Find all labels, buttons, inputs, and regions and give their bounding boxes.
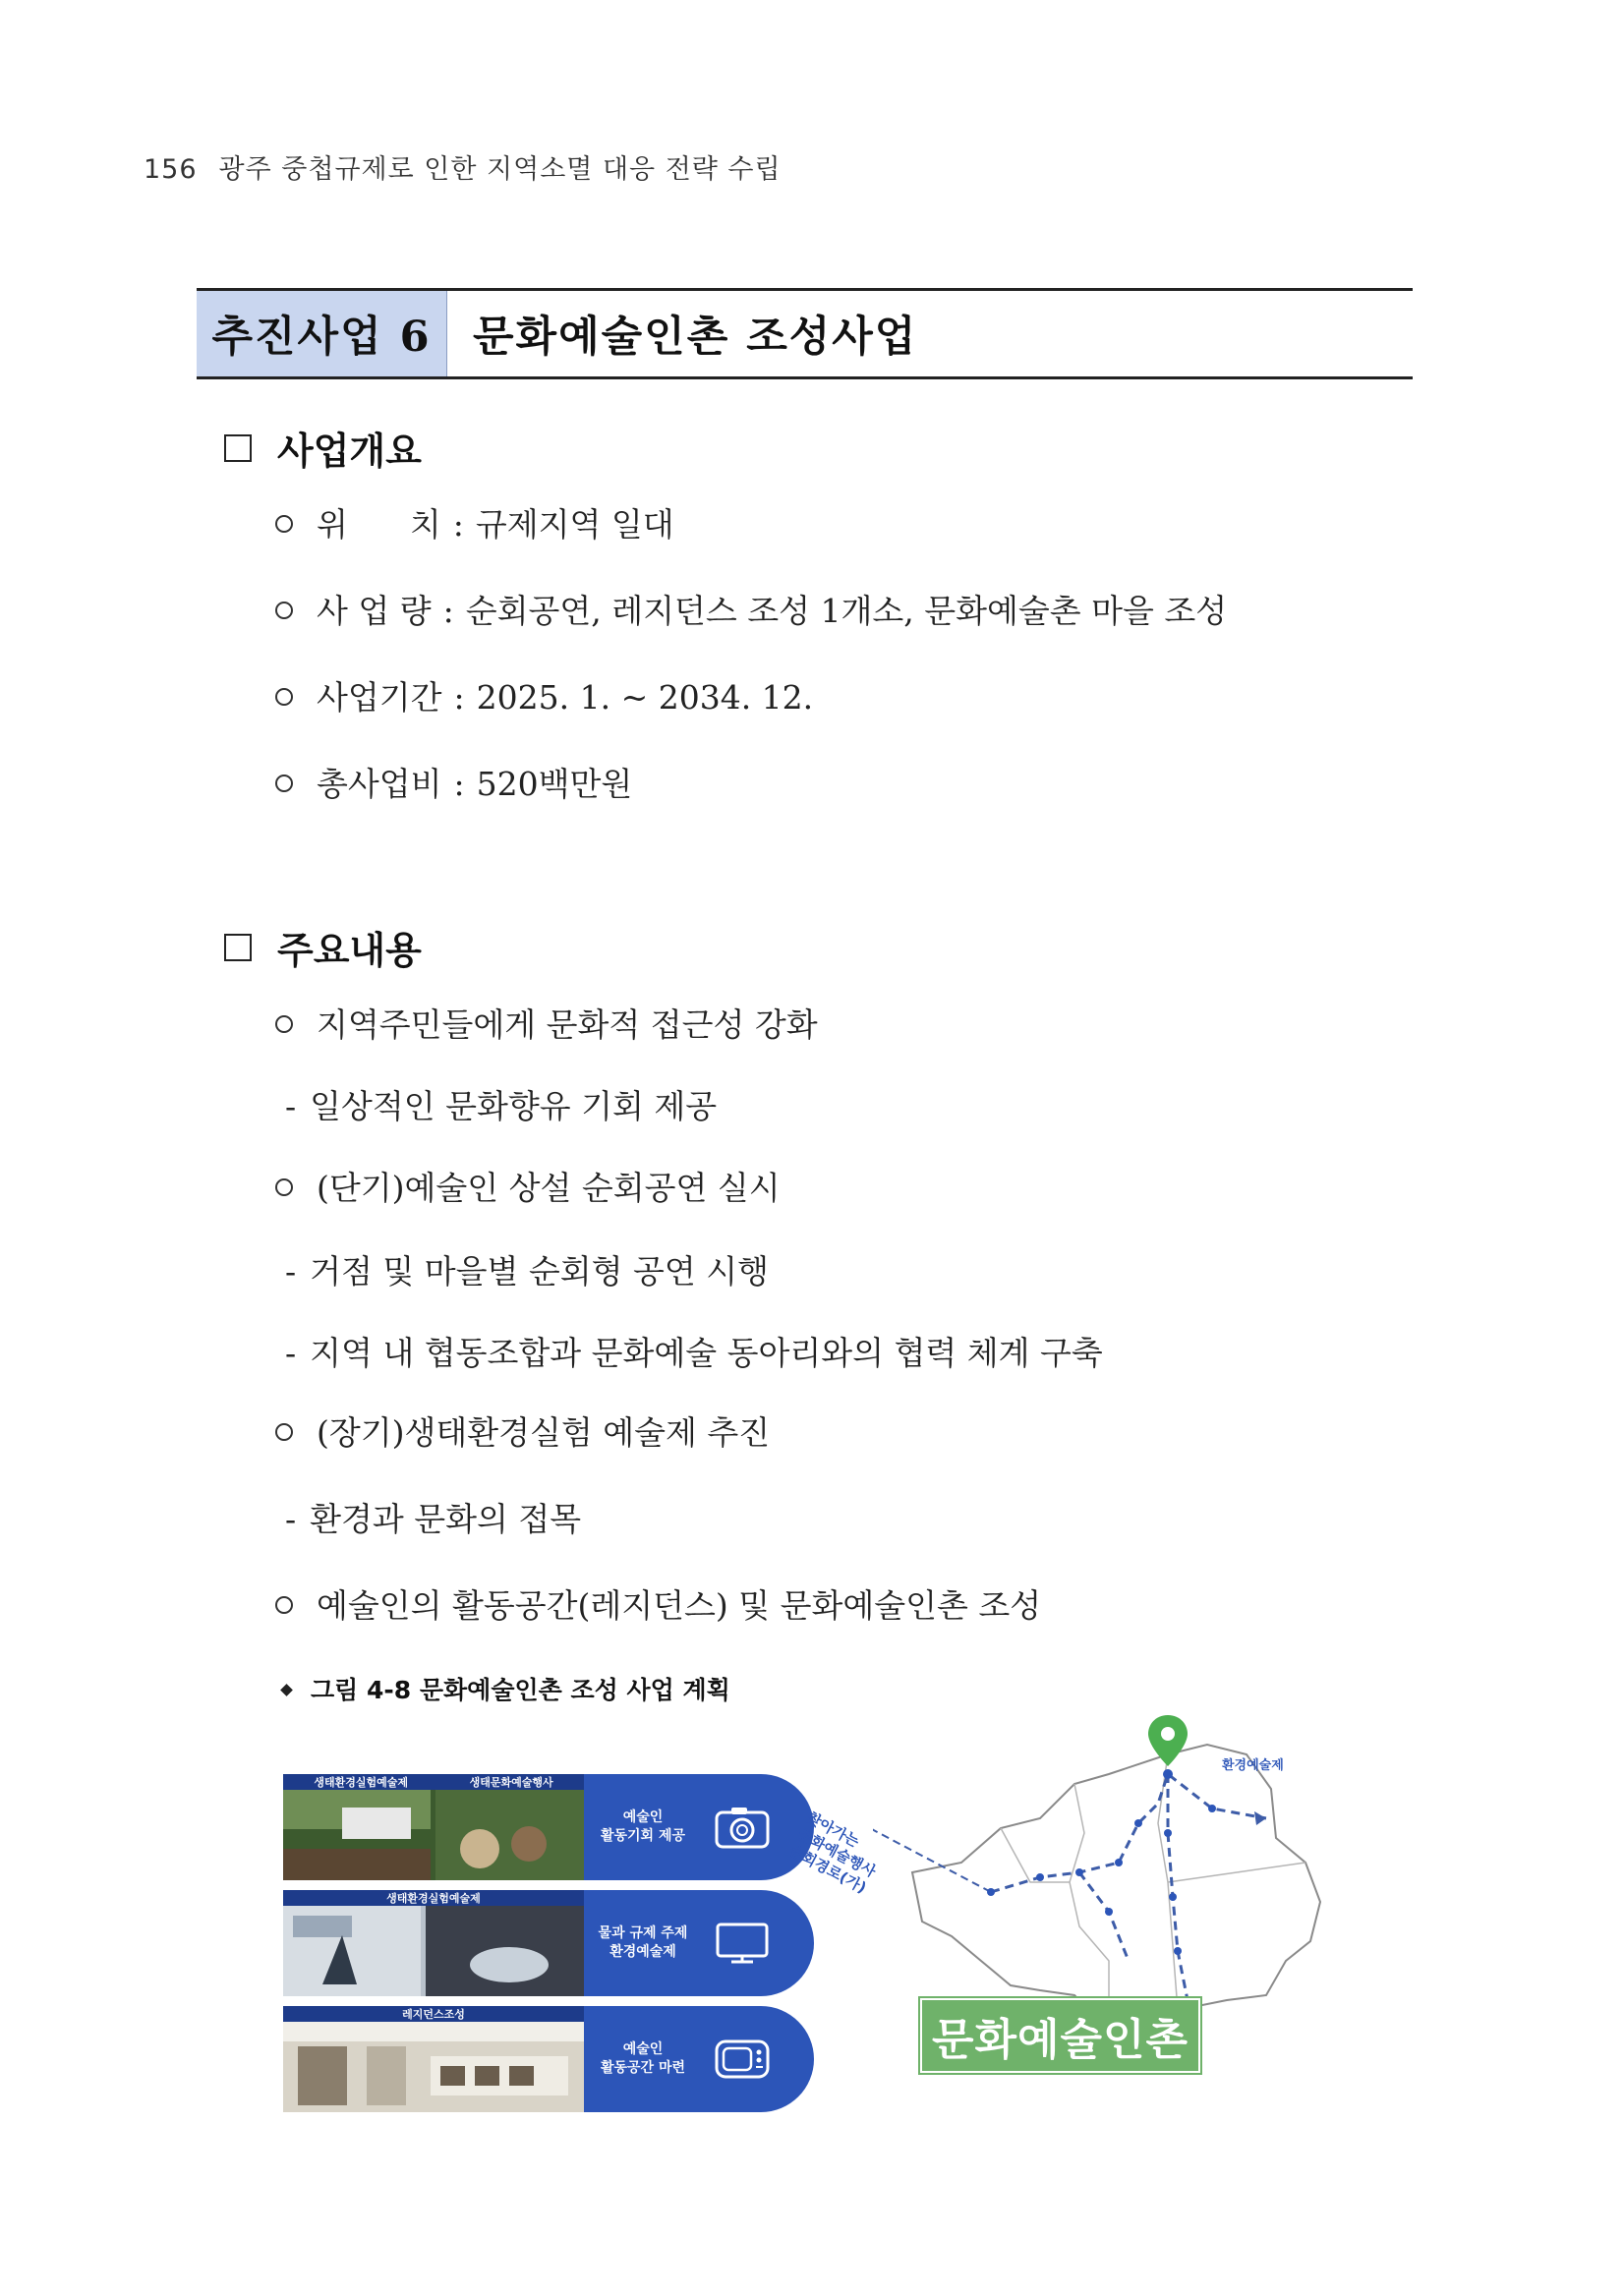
overview-item-label: 위 치	[317, 505, 441, 544]
photo-header-strip	[283, 2006, 584, 2022]
content-line: - 거점 및 마을별 순회형 공연 시행	[285, 1252, 770, 1291]
overview-item-scope: 사 업 량 : 순회공연, 레지던스 조성 1개소, 문화예술촌 마을 조성	[275, 586, 1227, 632]
circle-bullet-icon	[275, 602, 293, 619]
route-label: 찾아가는 문화예술행사 순회경로(가)	[785, 1808, 879, 1897]
overview-item-value: 520백만원	[476, 765, 633, 803]
festival-photo-image	[283, 1790, 584, 1880]
content-line: - 지역 내 협동조합과 문화예술 동아리와의 협력 체계 구축	[285, 1334, 1103, 1372]
figure-caption	[282, 1671, 730, 1706]
photo-header-strip	[283, 1774, 584, 1790]
photo-header: 생태환경실험예술제	[386, 1892, 481, 1905]
content-line-text: 일상적인 문화향유 기회 제공	[310, 1087, 718, 1125]
circle-bullet-icon	[275, 515, 293, 533]
overview-item-label: 사업기간	[317, 678, 442, 717]
content-line-text: 지역 내 협동조합과 문화예술 동아리와의 협력 체계 구축	[310, 1334, 1103, 1372]
content-line-text: (장기)생태환경실험 예술제 추진	[317, 1413, 771, 1452]
map-outline	[912, 1745, 1320, 2039]
content-line-text: 거점 및 마을별 순회형 공연 시행	[310, 1252, 770, 1291]
overview-item-value: 2025. 1. ~ 2034. 12.	[476, 678, 814, 717]
project-title: 문화예술인촌 조성사업	[473, 313, 918, 362]
content-line	[275, 1580, 1041, 1627]
overview-item-period: 사업기간 : 2025. 1. ~ 2034. 12.	[275, 672, 813, 718]
checkbox-icon	[224, 434, 252, 462]
project-tag: 추진사업 6	[197, 291, 447, 376]
overview-item-location: 위 치 : 규제지역 일대	[275, 499, 674, 545]
figure-caption-text: 그림 4-8 문화예술인촌 조성 사업 계획	[311, 1676, 730, 1704]
content-line	[275, 1000, 818, 1046]
circle-bullet-icon	[275, 775, 293, 792]
figure-row-residence	[283, 2006, 814, 2112]
pill-label: 예술인 활동공간 마련	[600, 2041, 686, 2076]
pill-label: 예술인 활동기회 제공	[600, 1809, 686, 1844]
photo-header: 레지던스조성	[402, 2008, 465, 2021]
figure-row-performances	[283, 1774, 814, 1880]
circle-bullet-icon	[275, 1178, 293, 1196]
pill-eco-festival	[584, 1890, 814, 1996]
pill-label: 물과 규제 주제 환경예술제	[598, 1925, 688, 1960]
overview-heading	[224, 421, 422, 475]
camera-icon	[714, 1805, 771, 1850]
content-line-text: 지역주민들에게 문화적 접근성 강화	[317, 1005, 818, 1044]
pin-label: 환경예술제	[1222, 1758, 1284, 1773]
eco-festival-photo-image	[283, 1906, 584, 1996]
map-title: 문화예술인촌	[920, 1998, 1200, 2073]
overview-item-label: 사 업 량	[317, 592, 432, 630]
report-title: 광주 중첩규제로 인한 지역소멸 대응 전략 수립	[218, 154, 782, 185]
overview-item-value: 순회공연, 레지던스 조성 1개소, 문화예술촌 마을 조성	[465, 592, 1228, 630]
page-number: 156	[144, 154, 198, 185]
content-line-text: 환경과 문화의 접목	[310, 1500, 582, 1538]
overview-item-value: 규제지역 일대	[475, 505, 674, 544]
diamond-bullet-icon	[280, 1684, 293, 1696]
figure-row-eco-festival	[283, 1890, 814, 1996]
project-plan-figure	[283, 1715, 1384, 2108]
overview-item-label: 총사업비	[317, 765, 442, 803]
overview-item-budget: 총사업비 : 520백만원	[275, 759, 632, 805]
residence-photo	[283, 2006, 584, 2112]
pill-residence	[584, 2006, 814, 2112]
photo-header: 생태문화예술행사	[469, 1776, 553, 1789]
festival-photo	[283, 1774, 584, 1880]
circle-bullet-icon	[275, 1423, 293, 1441]
content-line	[275, 1407, 770, 1454]
contents-heading-text: 주요내용	[277, 929, 422, 972]
checkbox-icon	[224, 934, 252, 961]
content-line-text: 예술인의 활동공간(레지던스) 및 문화예술인촌 조성	[317, 1586, 1042, 1625]
content-line	[275, 1163, 781, 1209]
circle-bullet-icon	[275, 688, 293, 706]
contents-heading	[224, 920, 422, 974]
pill-performances	[584, 1774, 814, 1880]
circle-bullet-icon	[275, 1596, 293, 1614]
content-line-text: (단기)예술인 상설 순회공연 실시	[317, 1169, 781, 1207]
circle-bullet-icon	[275, 1015, 293, 1033]
photo-header: 생태환경실험예술제	[314, 1776, 408, 1789]
project-title-box	[197, 288, 1413, 379]
overview-heading-text: 사업개요	[277, 430, 422, 473]
content-line: - 일상적인 문화향유 기회 제공	[285, 1087, 718, 1125]
running-header	[144, 147, 782, 186]
residence-photo-image	[283, 2022, 584, 2112]
photo-header-strip	[283, 1890, 584, 1906]
content-line: - 환경과 문화의 접목	[285, 1500, 582, 1538]
eco-festival-photo	[283, 1890, 584, 1996]
monitor-icon	[714, 1921, 771, 1966]
tv-icon	[714, 2037, 771, 2082]
